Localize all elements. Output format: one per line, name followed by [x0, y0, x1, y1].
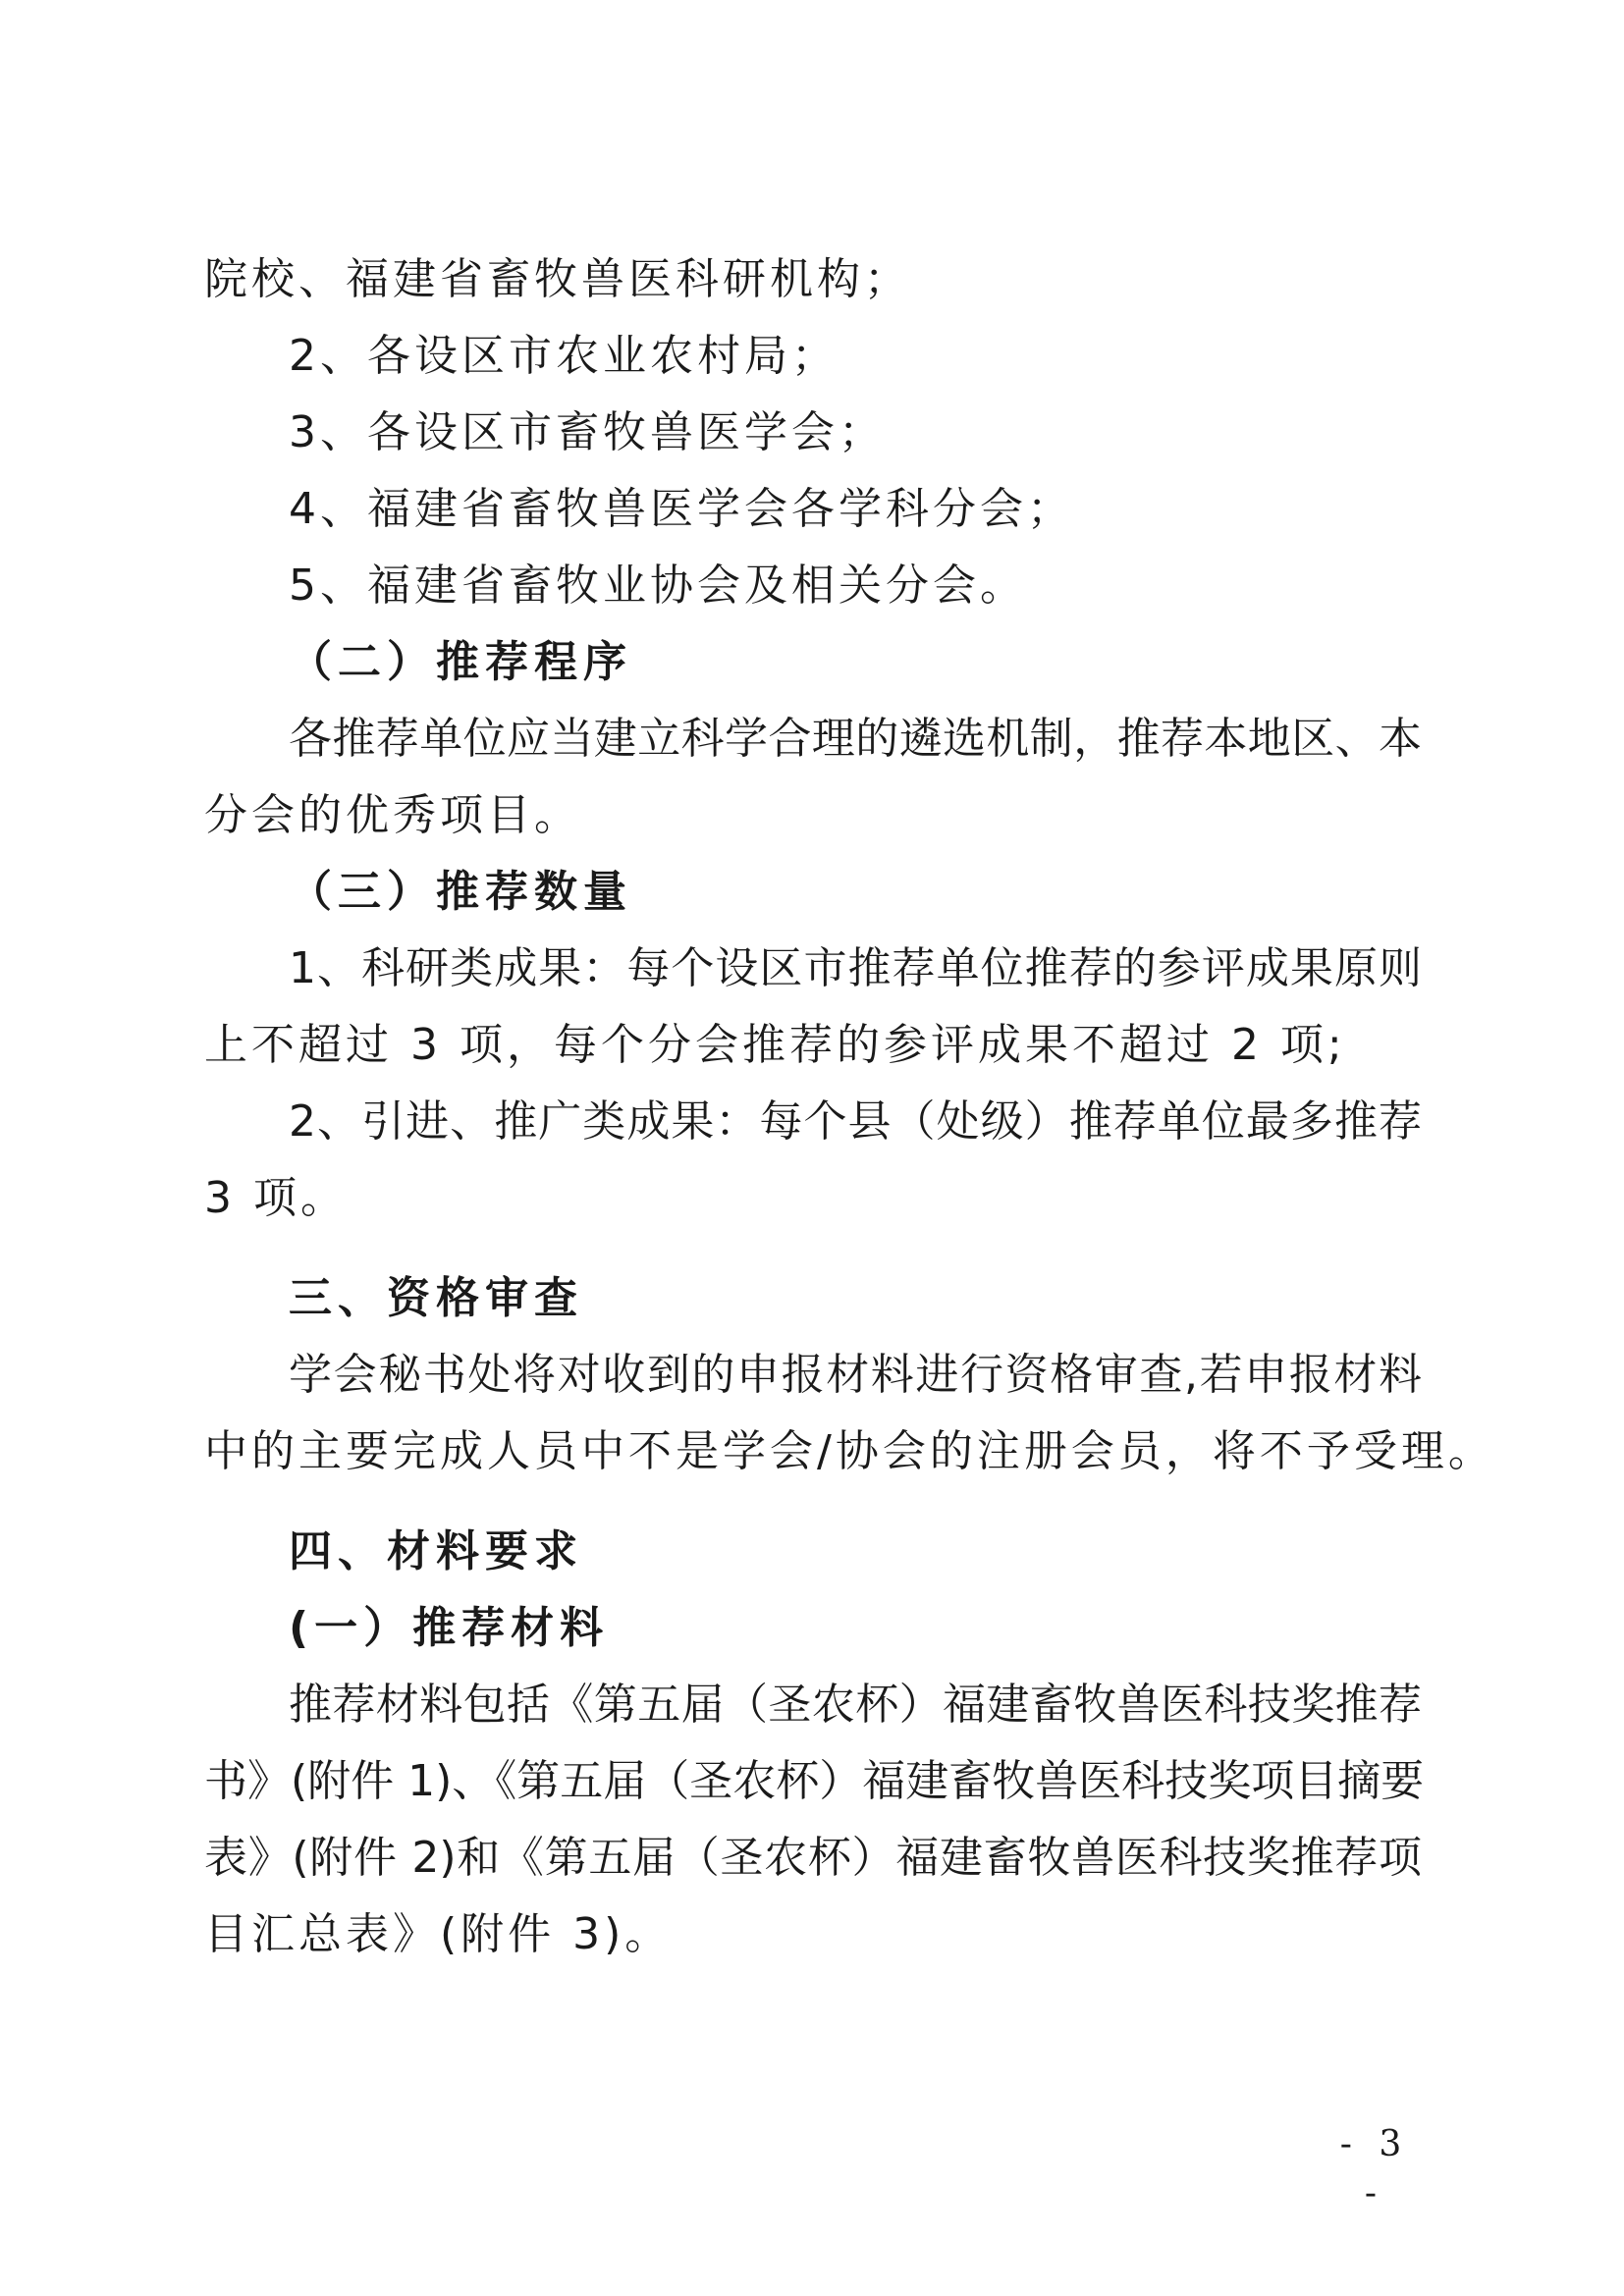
section-subheading: (一）推荐材料 [289, 1603, 610, 1653]
section-subheading: （二）推荐程序 [289, 637, 632, 687]
section-heading: 四、材料要求 [289, 1526, 583, 1576]
paragraph-line: 分会的优秀项目。 [204, 790, 581, 840]
paragraph-line: 表》(附件 2)和《第五届（圣农杯）福建畜牧兽医科技奖推荐项 [204, 1833, 1422, 1883]
paragraph-line: 上不超过 3 项，每个分会推荐的参评成果不超过 2 项; [204, 1020, 1346, 1070]
section-heading: 三、资格审查 [289, 1273, 583, 1323]
paragraph-line: 3 项。 [204, 1173, 348, 1223]
paragraph-line: 学会秘书处将对收到的申报材料进行资格审查,若申报材料 [289, 1350, 1422, 1400]
section-subheading: （三）推荐数量 [289, 867, 632, 917]
paragraph-line: 书》(附件 1)、《第五届（圣农杯）福建畜牧兽医科技奖项目摘要 [204, 1756, 1425, 1806]
paragraph-line: 推荐材料包括《第五届（圣农杯）福建畜牧兽医科技奖推荐 [289, 1680, 1422, 1730]
paragraph-line: 各推荐单位应当建立科学合理的遴选机制，推荐本地区、本 [289, 714, 1422, 764]
page-number: - 3 - [1339, 2124, 1410, 2214]
paragraph-line: 2、引进、推广类成果：每个县（处级）推荐单位最多推荐 [289, 1096, 1422, 1147]
list-item: 4、福建省畜牧兽医学会各学科分会； [289, 484, 1074, 534]
paragraph-line: 目汇总表》(附件 3)。 [204, 1909, 673, 1959]
list-item: 3、各设区市畜牧兽医学会； [289, 407, 886, 457]
list-item: 5、福建省畜牧业协会及相关分会。 [289, 561, 1027, 611]
paragraph-line: 1、科研类成果：每个设区市推荐单位推荐的参评成果原则 [289, 943, 1422, 993]
text-line: 院校、福建省畜牧兽医科研机构； [204, 254, 911, 304]
list-item: 2、各设区市农业农村局； [289, 331, 839, 381]
paragraph-line: 中的主要完成人员中不是学会/协会的注册会员，将不予受理。 [204, 1426, 1495, 1476]
